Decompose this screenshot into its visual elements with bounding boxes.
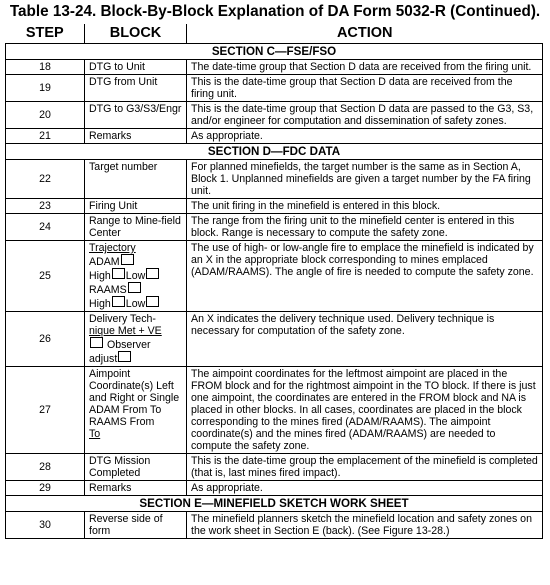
block-cell: DTG to G3/S3/Engr: [85, 102, 187, 129]
block-cell: DTG Mission Completed: [85, 454, 187, 481]
checkbox-icon: [112, 296, 125, 307]
section-row: [6, 144, 543, 160]
block-cell: Reverse side of form: [85, 512, 187, 539]
step-cell: 26: [6, 312, 85, 367]
checkbox-icon: [146, 268, 159, 279]
observer-label: Observer: [106, 339, 151, 351]
table-row: [6, 102, 543, 129]
adam-from-to-label: ADAM From To: [89, 404, 162, 416]
block-cell: Remarks: [85, 481, 187, 496]
step-cell: 23: [6, 199, 85, 214]
action-cell: As appropriate.: [187, 129, 543, 144]
header-row: [6, 24, 543, 44]
action-cell: The range from the firing unit to the minefield center is entered in this block. Range is necessary to compute the safety zone.: [187, 214, 543, 241]
section-d-heading: SECTION D—FDC DATA: [6, 144, 543, 160]
step-cell: 27: [6, 367, 85, 454]
table-row: [6, 199, 543, 214]
adam-high-label: High: [89, 270, 111, 282]
section-c-heading: SECTION C—FSE/FSO: [6, 44, 543, 60]
raams-from-label: RAAMS From: [89, 416, 155, 428]
table-row: [6, 454, 543, 481]
action-cell: The minefield planners sketch the minefield location and safety zones on the work sheet in Section E (back). (See Figure 13-28.): [187, 512, 543, 539]
step-cell: 28: [6, 454, 85, 481]
step-cell: 29: [6, 481, 85, 496]
checkbox-icon: [90, 337, 103, 348]
table-row: [6, 160, 543, 199]
block-cell: Firing Unit: [85, 199, 187, 214]
delivery-technique-line2: nique Met + VE: [89, 325, 162, 337]
action-cell: This is the date-time group the emplacement of the minefield is completed (that is, last mines fired impact).: [187, 454, 543, 481]
checkbox-icon: [121, 254, 134, 265]
section-row: [6, 44, 543, 60]
action-cell: The unit firing in the minefield is entered in this block.: [187, 199, 543, 214]
block-cell: [85, 241, 187, 312]
table-row: [6, 481, 543, 496]
header-action: ACTION: [187, 24, 543, 44]
adjust-label: adjust: [89, 353, 118, 365]
step-cell: 20: [6, 102, 85, 129]
block-cell: DTG to Unit: [85, 60, 187, 75]
explanation-table: [5, 24, 543, 539]
table-row: [6, 129, 543, 144]
step-cell: 18: [6, 60, 85, 75]
table-title: Table 13-24. Block-By-Block Explanation of DA Form 5032-R (Continued).: [9, 3, 541, 20]
adam-low-label: Low: [125, 270, 146, 282]
raams-high-label: High: [89, 298, 111, 310]
checkbox-icon: [128, 282, 141, 293]
step-cell: 24: [6, 214, 85, 241]
section-e-heading: SECTION E—MINEFIELD SKETCH WORK SHEET: [6, 496, 543, 512]
action-cell: An X indicates the delivery technique used. Delivery technique is necessary for computation of the safety zone.: [187, 312, 543, 367]
step-cell: 22: [6, 160, 85, 199]
block-cell: DTG from Unit: [85, 75, 187, 102]
action-cell: The date-time group that Section D data are received from the firing unit.: [187, 60, 543, 75]
block-cell: [85, 367, 187, 454]
block-cell: [85, 312, 187, 367]
delivery-technique-line1: Delivery Tech-: [89, 313, 156, 325]
action-cell: This is the date-time group that Section D data are passed to the G3, S3, and/or engineer for computation and dissemination of safety zones.: [187, 102, 543, 129]
checkbox-icon: [118, 351, 131, 362]
table-row: [6, 60, 543, 75]
block-cell: Target number: [85, 160, 187, 199]
block-cell: Remarks: [85, 129, 187, 144]
action-cell: For planned minefields, the target number is the same as in Section A, Block 1. Unplanned minefields are given a target number by the FA firing unit.: [187, 160, 543, 199]
raams-label: RAAMS: [89, 284, 127, 296]
aimpoint-label: Aimpoint Coordinate(s) Left and Right or Single: [89, 368, 180, 404]
header-step: STEP: [6, 24, 85, 44]
table-row: [6, 367, 543, 454]
table-row: [6, 75, 543, 102]
checkbox-icon: [146, 296, 159, 307]
step-cell: 21: [6, 129, 85, 144]
action-cell: This is the date-time group that Section D data are received from the firing unit.: [187, 75, 543, 102]
table-row: [6, 512, 543, 539]
checkbox-icon: [112, 268, 125, 279]
action-cell: The aimpoint coordinates for the leftmost aimpoint are placed in the FROM block and for the rightmost aimpoint in the TO block. If there is just one aimpoint, the coordinates are entered in the FROM block and NA is placed in other blocks. In all cases, coordinates are placed in the block corresponding to the mines fired (ADAM/RAAMS). The aimpoint coordinate(s) and the mines fired (ADAM/RAAMS) are needed to compute the safety zone.: [187, 367, 543, 454]
action-cell: As appropriate.: [187, 481, 543, 496]
table-row: [6, 312, 543, 367]
block-cell: Range to Mine-field Center: [85, 214, 187, 241]
step-cell: 19: [6, 75, 85, 102]
header-block: BLOCK: [85, 24, 187, 44]
raams-low-label: Low: [125, 298, 146, 310]
section-row: [6, 496, 543, 512]
table-row: [6, 214, 543, 241]
adam-label: ADAM: [89, 256, 120, 268]
action-cell: The use of high- or low-angle fire to emplace the minefield is indicated by an X in the appropriate block corresponding to mines emplaced (ADAM/RAAMS). The angle of fire is needed to compute the safety zone.: [187, 241, 543, 312]
step-cell: 25: [6, 241, 85, 312]
trajectory-label: Trajectory: [89, 242, 136, 254]
table-row: [6, 241, 543, 312]
step-cell: 30: [6, 512, 85, 539]
raams-to-label: To: [89, 428, 101, 440]
